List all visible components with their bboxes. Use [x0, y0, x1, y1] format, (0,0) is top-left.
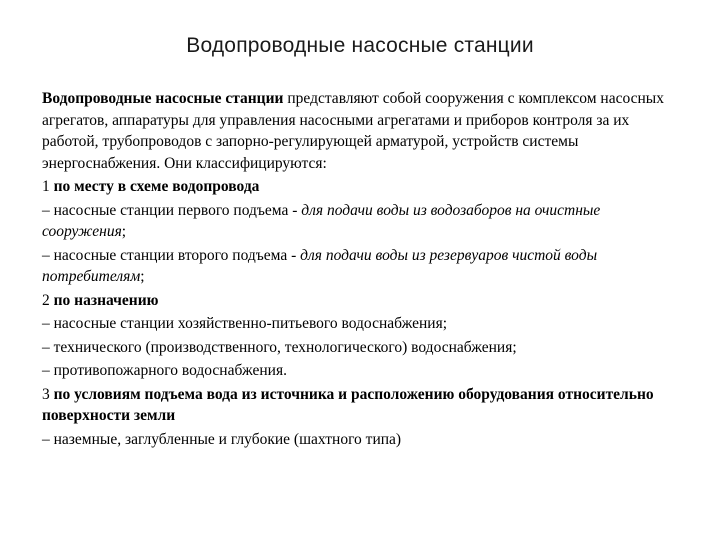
section1-item-1 — [42, 200, 682, 243]
intro-term: Водопроводные насосные станции — [42, 90, 284, 107]
section1-item-1-prefix: – насосные станции первого подъема - — [42, 201, 302, 219]
section1-item-2-suffix: ; — [140, 268, 145, 285]
slide-title: Водопроводные насосные станции — [186, 34, 534, 57]
section1-item-2-italic: для подачи воды из резервуаров чистой воды потребителям — [42, 246, 598, 285]
section1-heading — [42, 176, 682, 198]
section2-heading — [42, 290, 682, 312]
intro-text: представляют собой сооружения с комплексом насосных агрегатов, аппаратуры для управления насосными агрегатами и приборов контроля за их работой, трубопроводов с запорно-регулирующей арматурой, устройств системы энергоснабжения. Они классифицируются: — [42, 90, 664, 172]
section1-item-2-prefix: – насосные станции второго подъема - — [42, 246, 301, 264]
section2-item-1: – насосные станции хозяйственно-питьевого водоснабжения; — [42, 315, 448, 332]
section1-item-1-italic: для подачи воды из водозаборов на очистные сооружения — [42, 201, 601, 240]
section1-title: по месту в схеме водопровода — [53, 178, 260, 195]
section3-heading — [42, 384, 682, 427]
section1-item-1-suffix: ; — [121, 223, 127, 240]
section3-item-1: – наземные, заглубленные и глубокие (шахтного типа) — [42, 430, 402, 448]
section2-item-3: – противопожарного водоснабжения. — [42, 362, 287, 379]
section1-item-2 — [42, 245, 682, 288]
section1-number: 1 — [42, 178, 54, 195]
section3-title: по условиям подъема вода из источника и расположению оборудования относительно поверхности земли — [42, 385, 654, 424]
slide-body — [42, 88, 682, 452]
section2-number: 2 — [42, 291, 54, 309]
section3-number: 3 — [42, 385, 54, 403]
section2-title: по назначению — [53, 291, 159, 309]
section2-item-2: – технического (производственного, технологического) водоснабжения; — [42, 338, 517, 356]
intro-paragraph — [42, 88, 682, 174]
